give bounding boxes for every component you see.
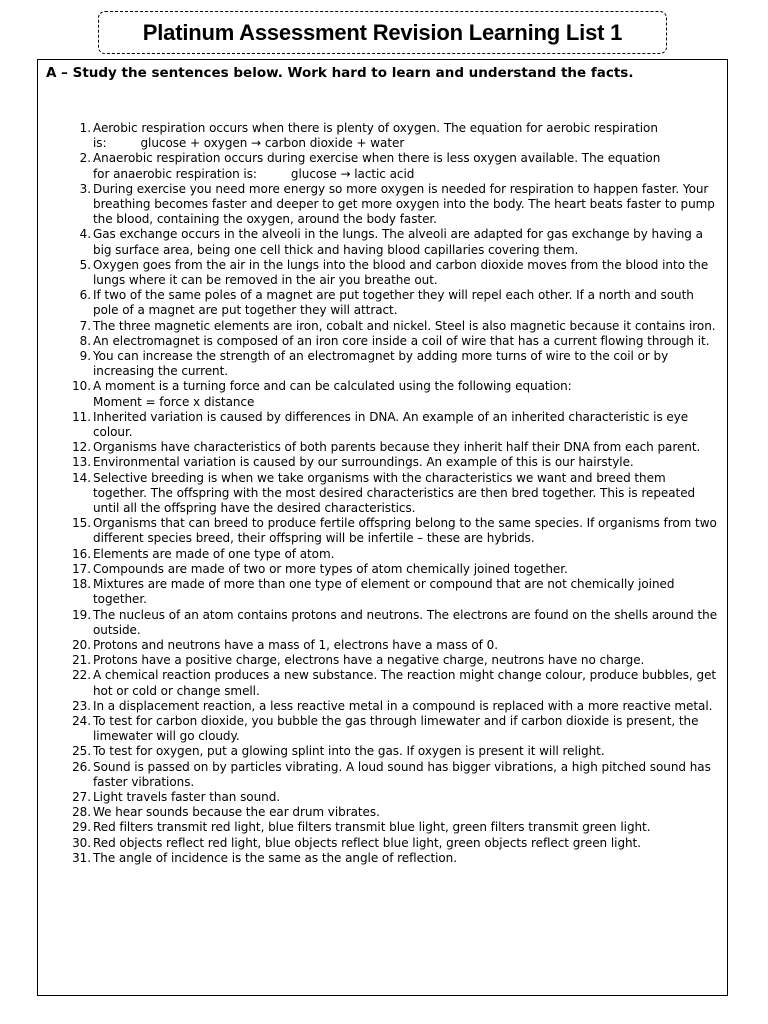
fact-item [38, 653, 723, 668]
fact-text: The three magnetic elements are iron, cobalt and nickel. Steel is also magnetic because it contains iron. [93, 318, 716, 333]
fact-item [38, 638, 723, 653]
fact-item [38, 227, 723, 257]
fact-text: If two of the same poles of a magnet are put together they will repel each other. If a north and south pole of a magnet are put together they will attract. [93, 288, 694, 318]
fact-number: 13. [72, 455, 91, 470]
fact-number: 18. [72, 577, 91, 592]
fact-number: 6. [79, 288, 91, 303]
fact-item [38, 562, 723, 577]
fact-text: An electromagnet is composed of an iron core inside a coil of wire that has a current flowing through it. [93, 333, 710, 348]
equation-label: for anaerobic respiration is: [93, 166, 257, 181]
fact-item [38, 760, 723, 790]
fact-number: 22. [72, 668, 91, 683]
fact-item [38, 547, 723, 562]
fact-text: Sound is passed on by particles vibrating. A loud sound has bigger vibrations, a high pitched sound has faster vibrations. [93, 759, 711, 789]
fact-number: 23. [72, 698, 91, 713]
fact-number: 24. [72, 713, 91, 728]
fact-number: 25. [72, 744, 91, 759]
section-heading: A – Study the sentences below. Work hard to learn and understand the facts. [46, 65, 634, 81]
fact-item [38, 714, 723, 744]
fact-text: A moment is a turning force and can be calculated using the following equation: [93, 379, 572, 394]
fact-number: 10. [72, 379, 91, 394]
fact-number: 28. [72, 805, 91, 820]
fact-item [38, 349, 723, 379]
fact-text: Environmental variation is caused by our surroundings. An example of this is our hairstyle. [93, 455, 634, 470]
fact-number: 12. [72, 440, 91, 455]
fact-text: Gas exchange occurs in the alveoli in the lungs. The alveoli are adapted for gas exchange by having a big surface area, being one cell thick and having blood capillaries covering them. [93, 227, 703, 257]
fact-text: Elements are made of one type of atom. [93, 546, 335, 561]
fact-number: 5. [79, 257, 91, 272]
fact-item [38, 288, 723, 318]
fact-number: 11. [72, 409, 91, 424]
equation-row [93, 136, 723, 151]
fact-item [38, 121, 723, 151]
content-box [37, 59, 728, 996]
fact-text: Red filters transmit red light, blue filters transmit blue light, green filters transmit green light. [93, 820, 651, 835]
fact-text: In a displacement reaction, a less reactive metal in a compound is replaced with a more reactive metal. [93, 698, 713, 713]
fact-text: To test for carbon dioxide, you bubble the gas through limewater and if carbon dioxide is present, the limewater will go cloudy. [93, 713, 699, 744]
fact-text: During exercise you need more energy so more oxygen is needed for respiration to happen faster. Your breathing becomes faster and deeper to get more oxygen into the body. The heart beats faster to pump the blood, containing the oxygen, around the body faster. [93, 181, 715, 227]
fact-item [38, 379, 723, 409]
fact-number: 3. [79, 181, 91, 196]
fact-item [38, 820, 723, 835]
fact-item [38, 608, 723, 638]
fact-number: 31. [72, 850, 91, 865]
fact-item [38, 334, 723, 349]
fact-item [38, 440, 723, 455]
fact-text: Selective breeding is when we take organisms with the characteristics we want and breed them together. The offspring with the most desired characteristics are then bred together. This is repeated until all the offspring have the desired characteristics. [93, 470, 696, 516]
fact-item [38, 836, 723, 851]
fact-item [38, 410, 723, 440]
fact-item [38, 790, 723, 805]
fact-number: 8. [79, 333, 91, 348]
equation-text: glucose + oxygen → carbon dioxide + water [140, 136, 405, 151]
fact-number: 21. [72, 653, 91, 668]
fact-item [38, 182, 723, 228]
fact-item [38, 151, 723, 181]
fact-item [38, 319, 723, 334]
fact-text: Protons have a positive charge, electrons have a negative charge, neutrons have no charge. [93, 653, 645, 668]
fact-number: 4. [79, 227, 91, 242]
fact-item [38, 577, 723, 607]
fact-text: Organisms have characteristics of both parents because they inherit half their DNA from each parent. [93, 440, 701, 455]
equation-label: is: [93, 136, 107, 151]
fact-text: Mixtures are made of more than one type of element or compound that are not chemically joined together. [93, 577, 675, 607]
equation-line: Moment = force x distance [93, 394, 255, 409]
fact-number: 29. [72, 820, 91, 835]
fact-number: 9. [79, 349, 91, 364]
fact-text: The angle of incidence is the same as the angle of reflection. [93, 850, 458, 865]
fact-number: 27. [72, 789, 91, 804]
fact-item [38, 258, 723, 288]
fact-text: Red objects reflect red light, blue objects reflect blue light, green objects reflect green light. [93, 835, 641, 850]
fact-number: 17. [72, 561, 91, 576]
fact-item [38, 668, 723, 698]
page-title: Platinum Assessment Revision Learning List 1 [142, 19, 623, 45]
fact-text: Organisms that can breed to produce fertile offspring belong to the same species. If organisms from two different species breed, their offspring will be infertile – these are hybrids. [93, 516, 717, 546]
fact-number: 19. [72, 607, 91, 622]
fact-text: A chemical reaction produces a new substance. The reaction might change colour, produce bubbles, get hot or cold or change smell. [93, 668, 717, 698]
fact-text: To test for oxygen, put a glowing splint into the gas. If oxygen is present it will relight. [93, 744, 605, 759]
fact-text: Compounds are made of two or more types of atom chemically joined together. [93, 561, 568, 576]
fact-number: 20. [72, 637, 91, 652]
facts-list [38, 121, 723, 866]
fact-text: You can increase the strength of an electromagnet by adding more turns of wire to the coil or by increasing the current. [93, 349, 669, 379]
fact-number: 30. [72, 835, 91, 850]
fact-text: Oxygen goes from the air in the lungs into the blood and carbon dioxide moves from the blood into the lungs where it can be removed in the air you breathe out. [93, 257, 709, 288]
fact-item [38, 851, 723, 866]
fact-text: Protons and neutrons have a mass of 1, electrons have a mass of 0. [93, 637, 498, 652]
fact-item [38, 471, 723, 517]
fact-text: The nucleus of an atom contains protons and neutrons. The electrons are found on the shells around the outside. [93, 607, 718, 637]
title-box [98, 11, 667, 54]
fact-text: Light travels faster than sound. [93, 789, 281, 804]
fact-text: Inherited variation is caused by differences in DNA. An example of an inherited characteristic is eye colour. [93, 409, 689, 440]
fact-item [38, 744, 723, 759]
fact-text: Aerobic respiration occurs when there is plenty of oxygen. The equation for aerobic respiration [93, 121, 658, 135]
fact-item [38, 516, 723, 546]
fact-number: 7. [79, 318, 91, 333]
fact-number: 2. [79, 151, 91, 166]
fact-text: Anaerobic respiration occurs during exercise when there is less oxygen available. The equation [93, 151, 661, 166]
fact-number: 16. [72, 546, 91, 561]
fact-item [38, 455, 723, 470]
fact-text: We hear sounds because the ear drum vibrates. [93, 805, 380, 820]
fact-number: 14. [72, 470, 91, 485]
fact-number: 1. [79, 121, 91, 135]
fact-number: 15. [72, 516, 91, 531]
equation-row [93, 167, 723, 182]
fact-item [38, 699, 723, 714]
fact-number: 26. [72, 759, 91, 774]
fact-item [38, 805, 723, 820]
equation-text: glucose → lactic acid [290, 166, 415, 181]
